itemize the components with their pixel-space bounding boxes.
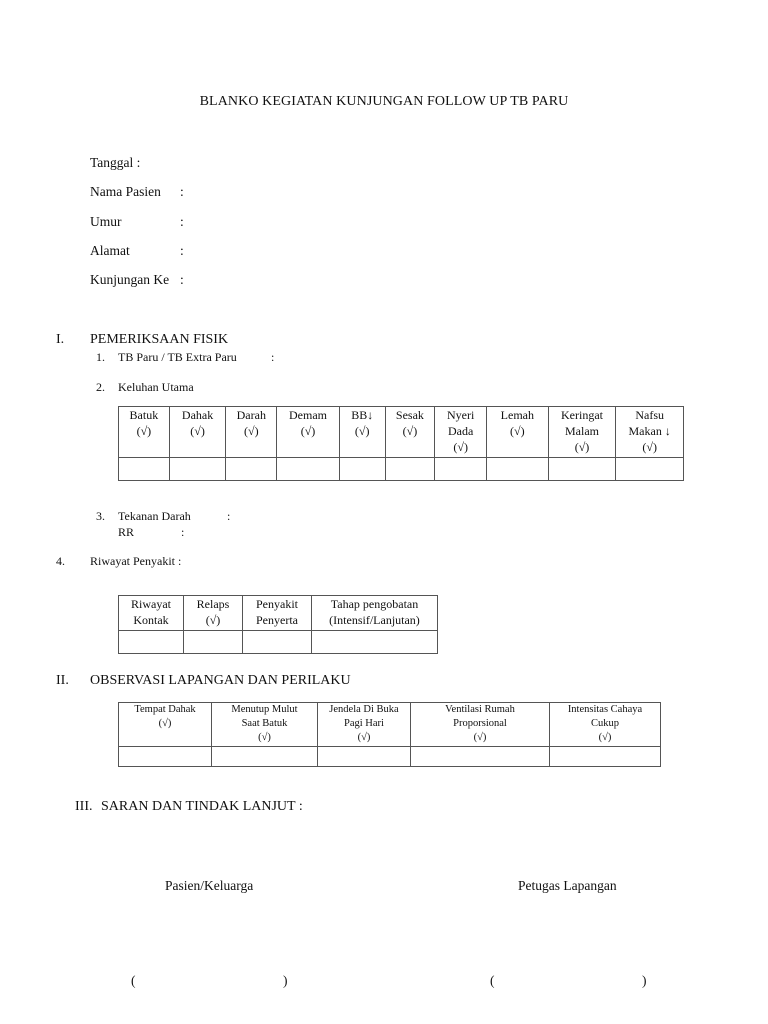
header-penyakit-penyerta: Penyakit Penyerta	[243, 596, 312, 631]
table-header-row	[119, 596, 438, 631]
item-2-number: 2.	[96, 380, 105, 394]
signature-label-patient: Pasien/Keluarga	[165, 878, 254, 893]
header-sesak: Sesak (√)	[385, 407, 435, 458]
section-3-numeral: III.	[75, 799, 93, 814]
input-cell[interactable]	[119, 458, 170, 481]
input-cell[interactable]	[550, 747, 661, 767]
item-1-colon: :	[271, 350, 275, 364]
signature-close-paren-left: )	[283, 973, 288, 988]
nama-pasien-colon: :	[180, 184, 184, 199]
signature-close-paren-right: )	[642, 973, 647, 988]
check-mark: (√)	[642, 440, 657, 454]
check-mark: (√)	[473, 732, 487, 743]
input-cell[interactable]	[487, 458, 549, 481]
check-mark: (√)	[453, 440, 468, 454]
kunjungan-ke-colon: :	[180, 272, 184, 287]
item-1-number: 1.	[96, 350, 105, 364]
input-cell[interactable]	[277, 458, 340, 481]
check-mark: (√)	[205, 613, 221, 627]
input-cell[interactable]	[226, 458, 277, 481]
section-2-numeral: II.	[56, 673, 69, 688]
check-mark: (√)	[136, 424, 152, 438]
header-keringat-malam: Keringat Malam (√)	[548, 407, 616, 458]
alamat-label: Alamat	[90, 243, 130, 258]
header-nyeri-dada: Nyeri Dada (√)	[435, 407, 487, 458]
check-mark: (√)	[598, 732, 612, 743]
header-dahak: Dahak (√)	[169, 407, 226, 458]
rr-colon: :	[181, 525, 185, 539]
input-cell[interactable]	[243, 631, 312, 654]
input-cell[interactable]	[339, 458, 385, 481]
item-3-label: Tekanan Darah	[118, 509, 191, 523]
check-mark: (√)	[510, 424, 525, 438]
check-mark: (√)	[574, 440, 590, 454]
header-batuk: Batuk (√)	[119, 407, 170, 458]
signature-open-paren-left: (	[131, 973, 136, 988]
input-cell[interactable]	[548, 458, 616, 481]
alamat-colon: :	[180, 243, 184, 258]
input-cell[interactable]	[184, 631, 243, 654]
table-row	[119, 747, 661, 767]
check-mark: (√)	[300, 424, 316, 438]
input-cell[interactable]	[616, 458, 684, 481]
check-mark: (√)	[244, 424, 259, 438]
check-mark: (√)	[402, 424, 418, 438]
table-row	[119, 458, 684, 481]
section-3-heading: SARAN DAN TINDAK LANJUT :	[101, 799, 303, 814]
table-row	[119, 631, 438, 654]
input-cell[interactable]	[119, 747, 212, 767]
header-nafsu-makan: Nafsu Makan ↓ (√)	[616, 407, 684, 458]
check-mark: (√)	[258, 732, 271, 743]
header-bb: BB↓ (√)	[339, 407, 385, 458]
check-mark: (√)	[158, 718, 172, 729]
header-riwayat-kontak: Riwayat Kontak	[119, 596, 184, 631]
input-cell[interactable]	[119, 631, 184, 654]
item-4-label: Riwayat Penyakit :	[90, 554, 182, 568]
check-mark: (√)	[357, 732, 371, 743]
check-mark: (√)	[354, 424, 370, 438]
umur-colon: :	[180, 214, 184, 229]
header-relaps: Relaps (√)	[184, 596, 243, 631]
header-lemah: Lemah (√)	[487, 407, 549, 458]
umur-label: Umur	[90, 214, 122, 229]
input-cell[interactable]	[318, 747, 411, 767]
signature-label-officer: Petugas Lapangan	[518, 878, 617, 893]
keluhan-utama-table	[118, 406, 684, 481]
header-jendela-dibuka: Jendela Di Buka Pagi Hari (√)	[318, 703, 411, 747]
table-header-row	[119, 703, 661, 747]
input-cell[interactable]	[169, 458, 226, 481]
input-cell[interactable]	[411, 747, 550, 767]
header-darah: Darah (√)	[226, 407, 277, 458]
item-4-number: 4.	[56, 554, 65, 568]
header-intensitas-cahaya: Intensitas Cahaya Cukup (√)	[550, 703, 661, 747]
item-1-label: TB Paru / TB Extra Paru	[118, 350, 237, 364]
item-2-label: Keluhan Utama	[118, 380, 194, 394]
header-ventilasi-rumah: Ventilasi Rumah Proporsional (√)	[411, 703, 550, 747]
riwayat-penyakit-table	[118, 595, 438, 654]
section-1-numeral: I.	[56, 332, 65, 347]
kunjungan-ke-label: Kunjungan Ke	[90, 272, 170, 287]
observasi-table	[118, 702, 661, 767]
signature-open-paren-right: (	[490, 973, 495, 988]
input-cell[interactable]	[312, 631, 438, 654]
header-tempat-dahak: Tempat Dahak (√)	[119, 703, 212, 747]
input-cell[interactable]	[435, 458, 487, 481]
rr-label: RR	[118, 525, 135, 539]
nama-pasien-label: Nama Pasien	[90, 184, 161, 199]
check-mark: (√)	[190, 424, 205, 438]
header-demam: Demam (√)	[277, 407, 340, 458]
section-1-heading: PEMERIKSAAN FISIK	[90, 332, 229, 347]
header-menutup-mulut: Menutup Mulut Saat Batuk (√)	[212, 703, 318, 747]
header-tahap-pengobatan: Tahap pengobatan (Intensif/Lanjutan)	[312, 596, 438, 631]
tanggal-label: Tanggal :	[90, 155, 141, 170]
item-3-number: 3.	[96, 509, 105, 523]
document-title: BLANKO KEGIATAN KUNJUNGAN FOLLOW UP TB PARU	[199, 94, 569, 109]
input-cell[interactable]	[212, 747, 318, 767]
input-cell[interactable]	[385, 458, 435, 481]
section-2-heading: OBSERVASI LAPANGAN DAN PERILAKU	[90, 673, 351, 688]
table-header-row	[119, 407, 684, 458]
item-3-colon: :	[227, 509, 231, 523]
